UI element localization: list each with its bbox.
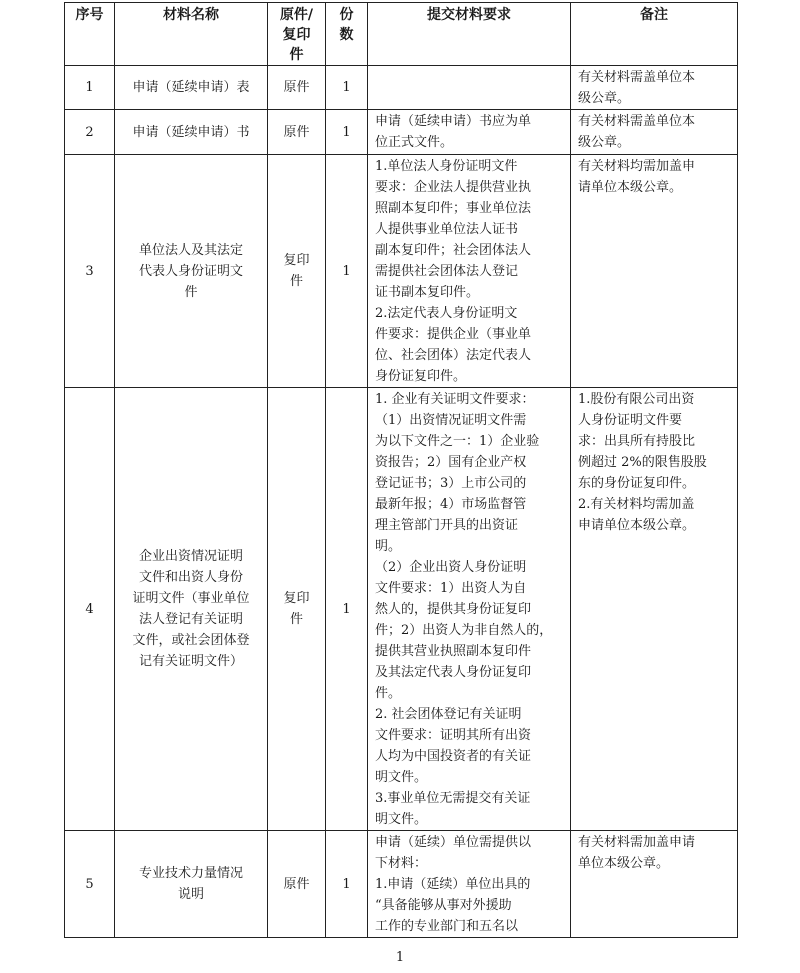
row-name: 企业出资情况证明 文件和出资人身份 证明文件（事业单位 法人登记有关证明 文件，或社会团体登 记有关证明文件） <box>115 388 268 831</box>
row-seq: 3 <box>65 155 115 388</box>
row-seq: 5 <box>65 831 115 938</box>
header-name: 材料名称 <box>115 3 268 66</box>
row-copies: 1 <box>326 155 368 388</box>
row-copies: 1 <box>326 388 368 831</box>
row-copies: 1 <box>326 110 368 155</box>
table-row <box>65 388 738 831</box>
row-remarks: 有关材料需盖单位本 级公章。 <box>571 66 738 110</box>
row-remarks: 1.股份有限公司出资 人身份证明文件要 求：出具所有持股比 例超过 2%的限售股股 东的身份证复印件。 2.有关材料均需加盖 申请单位本级公章。 <box>571 388 738 831</box>
row-name: 申请（延续申请）书 <box>115 110 268 155</box>
table-row <box>65 66 738 110</box>
header-copies: 份 数 <box>326 3 368 66</box>
row-type: 原件 <box>268 66 326 110</box>
row-copies: 1 <box>326 831 368 938</box>
row-type: 原件 <box>268 110 326 155</box>
table-row <box>65 110 738 155</box>
row-type: 原件 <box>268 831 326 938</box>
header-row <box>65 3 738 66</box>
row-seq: 2 <box>65 110 115 155</box>
row-seq: 4 <box>65 388 115 831</box>
row-name: 单位法人及其法定 代表人身份证明文 件 <box>115 155 268 388</box>
row-remarks: 有关材料需加盖申请 单位本级公章。 <box>571 831 738 938</box>
row-remarks: 有关材料需盖单位本 级公章。 <box>571 110 738 155</box>
materials-table <box>64 2 738 938</box>
header-requirements: 提交材料要求 <box>368 3 571 66</box>
row-requirements: 申请（延续）单位需提供以 下材料： 1.申请（延续）单位出具的 “具备能够从事对外援助 工作的专业部门和五名以 <box>368 831 571 938</box>
row-remarks: 有关材料均需加盖申 请单位本级公章。 <box>571 155 738 388</box>
row-name: 申请（延续申请）表 <box>115 66 268 110</box>
table-row <box>65 831 738 938</box>
row-requirements: 申请（延续申请）书应为单 位正式文件。 <box>368 110 571 155</box>
row-type: 复印 件 <box>268 155 326 388</box>
page-number: 1 <box>395 950 405 965</box>
row-seq: 1 <box>65 66 115 110</box>
header-type: 原件/ 复印 件 <box>268 3 326 66</box>
row-requirements <box>368 66 571 110</box>
row-requirements: 1.单位法人身份证明文件 要求：企业法人提供营业执 照副本复印件；事业单位法 人提供事业单位法人证书 副本复印件；社会团体法人 需提供社会团体法人登记 证书副本复印件。 2.法定代表人身份证明文 件要求：提供企业（事业单 位、社会团体）法定代表人 身份证复印件。 <box>368 155 571 388</box>
row-copies: 1 <box>326 66 368 110</box>
header-seq: 序号 <box>65 3 115 66</box>
row-name: 专业技术力量情况 说明 <box>115 831 268 938</box>
row-requirements: 1. 企业有关证明文件要求： （1）出资情况证明文件需 为以下文件之一：1）企业验 资报告；2）国有企业产权 登记证书；3）上市公司的 最新年报；4）市场监督管 理主管部门开具的出资证 明。 （2）企业出资人身份证明 文件要求：1）出资人为自 然人的，提供其身份证复印 件；2）出资人为非自然人的， 提供其营业执照副本复印件 及其法定代表人身份证复印 件。 2. 社会团体登记有关证明 文件要求：证明其所有出资 人均为中国投资者的有关证 明文件。 3.事业单位无需提交有关证 明文件。 <box>368 388 571 831</box>
header-remarks: 备注 <box>571 3 738 66</box>
table-row <box>65 155 738 388</box>
row-type: 复印 件 <box>268 388 326 831</box>
